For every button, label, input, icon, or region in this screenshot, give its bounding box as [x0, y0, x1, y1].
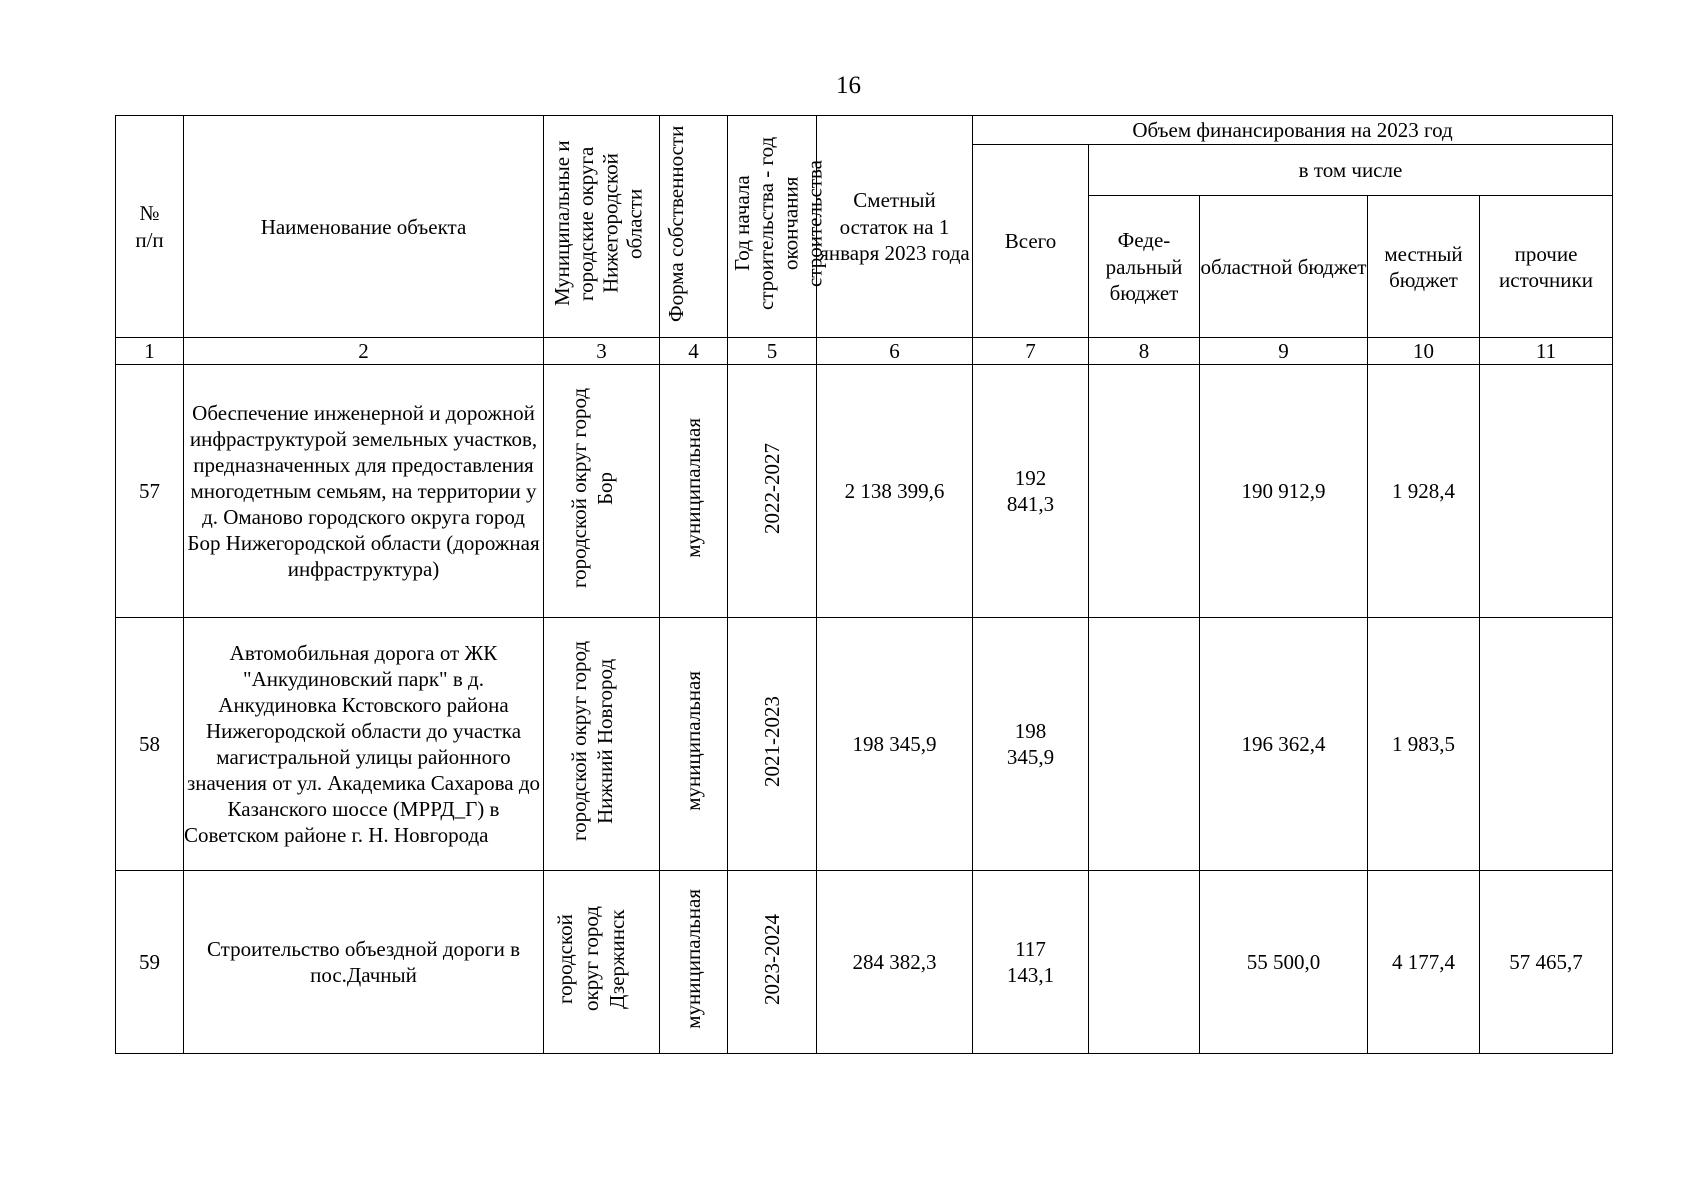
row-num: 59: [116, 871, 184, 1054]
total: 192 841,3: [1006, 466, 1055, 517]
municipality-cell: [544, 871, 660, 1054]
header-local: местный бюджет: [1368, 196, 1480, 338]
other: [1480, 365, 1613, 618]
years-cell: [728, 871, 817, 1054]
column-number: 6: [817, 338, 973, 365]
other: [1480, 618, 1613, 871]
local: 1 983,5: [1368, 618, 1480, 871]
financing-table: [115, 115, 1613, 1054]
total-cell: [973, 618, 1089, 871]
column-number: 9: [1200, 338, 1368, 365]
ownership: муниципальная: [681, 889, 706, 1029]
header-other: прочие источники: [1480, 196, 1613, 338]
header-name: Наименование объекта: [184, 116, 544, 338]
row-num: 57: [116, 365, 184, 618]
total-cell: [973, 365, 1089, 618]
regional: 196 362,4: [1200, 618, 1368, 871]
header-regional: областной бюджет: [1200, 196, 1368, 338]
other: 57 465,7: [1480, 871, 1613, 1054]
federal: [1089, 871, 1200, 1054]
ownership-cell: [660, 871, 728, 1054]
page-number: 16: [836, 72, 861, 99]
regional: 190 912,9: [1200, 365, 1368, 618]
table-row: [116, 365, 1613, 618]
years: 2022-2027: [759, 442, 784, 534]
years: 2021-2023: [759, 695, 784, 787]
federal: [1089, 365, 1200, 618]
header-num: [116, 116, 184, 338]
estimate: 284 382,3: [817, 871, 973, 1054]
municipality: городской округ город Дзержинск: [552, 906, 629, 1012]
federal: [1089, 618, 1200, 871]
header-years: [728, 116, 827, 338]
ownership-cell: [660, 618, 728, 871]
municipality: городской округ город Нижний Новгород: [566, 641, 617, 842]
column-number: 7: [973, 338, 1089, 365]
object-name: Строительство объездной дороги в пос.Дачный: [184, 871, 544, 1054]
header-ownership-text: Форма собственности: [663, 125, 688, 322]
local: 4 177,4: [1368, 871, 1480, 1054]
regional: 55 500,0: [1200, 871, 1368, 1054]
total-cell: [973, 871, 1089, 1054]
header-municipal: [544, 116, 660, 338]
years-cell: [728, 365, 817, 618]
header-num-text: № п/п: [135, 201, 164, 252]
header-years-text: Год начала строительства - год окончания строительства: [730, 136, 827, 311]
years: 2023-2024: [759, 913, 784, 1005]
object-name: Обеспечение инженерной и дорожной инфраструктурой земельных участков, предназначенных для предоставления многодетным семьям, на территории у д. Оманово городского округа город Бор Нижегородской области (дорожная инфраструктура): [184, 365, 544, 618]
local: 1 928,4: [1368, 365, 1480, 618]
header-municipal-text: Муниципальные и городские округа Нижегородской области: [549, 140, 646, 307]
header-financing-group: Объем финансирования на 2023 год: [973, 116, 1613, 145]
estimate: 2 138 399,6: [817, 365, 973, 618]
header-federal: Феде-ральный бюджет: [1089, 196, 1200, 338]
years-cell: [728, 618, 817, 871]
estimate: 198 345,9: [817, 618, 973, 871]
column-number: 3: [544, 338, 660, 365]
municipality-cell: [544, 365, 660, 618]
ownership: муниципальная: [681, 418, 706, 558]
column-number: 4: [660, 338, 728, 365]
table-row: [116, 871, 1613, 1054]
municipality-cell: [544, 618, 660, 871]
column-number: 1: [116, 338, 184, 365]
header-row-1: [116, 116, 1613, 145]
column-number: 5: [728, 338, 817, 365]
column-number: 10: [1368, 338, 1480, 365]
column-number: 8: [1089, 338, 1200, 365]
ownership: муниципальная: [681, 671, 706, 811]
header-estimate: Сметный остаток на 1 января 2023 года: [817, 116, 973, 338]
header-ownership: [660, 116, 728, 338]
column-numbers-row: [116, 338, 1613, 365]
header-including-group: в том числе: [1089, 145, 1613, 196]
municipality: городской округ город Бор: [566, 388, 617, 589]
total: 117 143,1: [1006, 937, 1055, 988]
ownership-cell: [660, 365, 728, 618]
header-total: Всего: [973, 145, 1089, 338]
object-name: Автомобильная дорога от ЖК "Анкудиновский парк" в д. Анкудиновка Кстовского района Нижегородской области до участка магистральной улицы районного значения от ул. Академика Сахарова до Казанского шоссе (МРРД_Г) в Советском районе г. Н. Новгорода: [184, 618, 544, 871]
column-number: 2: [184, 338, 544, 365]
table-row: [116, 618, 1613, 871]
column-number: 11: [1480, 338, 1613, 365]
row-num: 58: [116, 618, 184, 871]
total: 198 345,9: [1006, 719, 1055, 770]
